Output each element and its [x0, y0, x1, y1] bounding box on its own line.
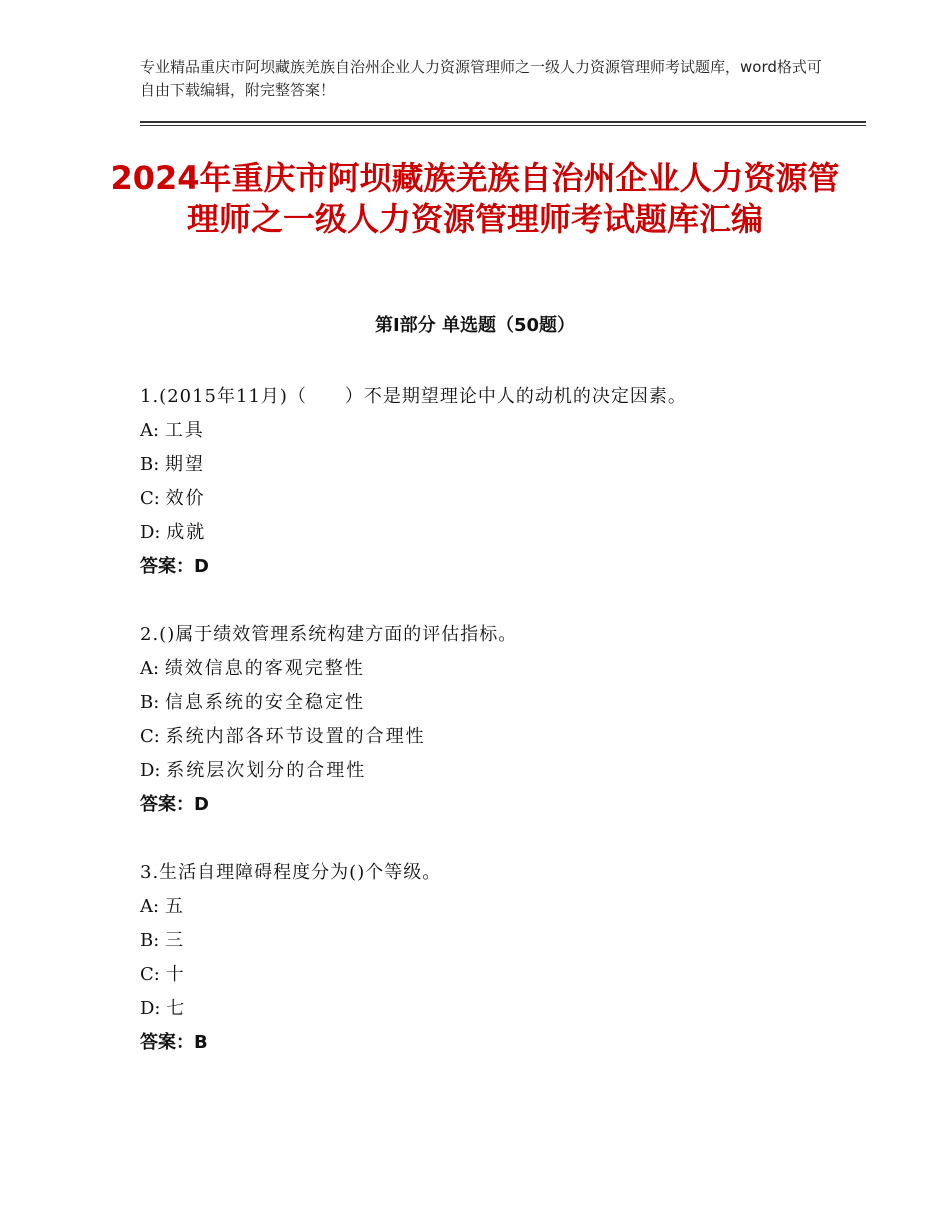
question-2: [140, 618, 860, 822]
option-text: 绩效信息的客观完整性: [164, 658, 365, 679]
section-heading: 第Ⅰ部分 单选题（50题）: [374, 315, 575, 336]
option-label: A:: [140, 658, 160, 679]
option-label: D:: [140, 760, 161, 781]
document-title: 2024年重庆市阿坝藏族羌族自治州企业人力资源管理师之一级人力资源管理师考试题库汇编: [110, 159, 840, 238]
option-label: A:: [140, 420, 160, 441]
option-text: 信息系统的安全稳定性: [165, 692, 366, 713]
option-label: D:: [140, 522, 161, 543]
option-label: B:: [140, 454, 160, 475]
option-text: 系统内部各环节设置的合理性: [165, 726, 426, 747]
question-1: [140, 380, 860, 584]
question-stem: 3.生活自理障碍程度分为()个等级。: [140, 862, 442, 883]
option-b: [140, 924, 860, 958]
option-text: 效价: [165, 488, 206, 509]
option-b: [140, 448, 860, 482]
header-divider-thin: [140, 125, 866, 126]
option-text: 工具: [164, 420, 205, 441]
option-a: [140, 890, 860, 924]
option-label: C:: [140, 488, 160, 509]
option-label: C:: [140, 726, 160, 747]
option-label: A:: [140, 896, 160, 917]
option-c: [140, 958, 860, 992]
header-divider: [140, 121, 866, 123]
option-text: 期望: [165, 454, 206, 475]
option-a: [140, 652, 860, 686]
option-d: [140, 992, 860, 1026]
answer-line: 答案：D: [140, 556, 209, 577]
answer-line: 答案：D: [140, 794, 209, 815]
option-label: B:: [140, 930, 160, 951]
option-label: C:: [140, 964, 160, 985]
option-text: 十: [165, 964, 186, 985]
option-text: 系统层次划分的合理性: [166, 760, 367, 781]
option-label: D:: [140, 998, 161, 1019]
option-c: [140, 482, 860, 516]
question-stem: 2.()属于绩效管理系统构建方面的评估指标。: [140, 624, 518, 645]
option-text: 三: [165, 930, 186, 951]
option-a: [140, 414, 860, 448]
question-3: [140, 856, 860, 1060]
question-list: [140, 380, 860, 1094]
option-text: 成就: [166, 522, 207, 543]
option-b: [140, 686, 860, 720]
option-text: 七: [166, 998, 187, 1019]
option-c: [140, 720, 860, 754]
option-d: [140, 516, 860, 550]
option-d: [140, 754, 860, 788]
option-label: B:: [140, 692, 160, 713]
question-stem: 1.(2015年11月)（ ）不是期望理论中人的动机的决定因素。: [140, 386, 687, 407]
option-text: 五: [164, 896, 185, 917]
answer-line: 答案：B: [140, 1032, 208, 1053]
header-note: 专业精品重庆市阿坝藏族羌族自治州企业人力资源管理师之一级人力资源管理师考试题库，word格式可自由下载编辑，附完整答案！: [140, 58, 822, 99]
